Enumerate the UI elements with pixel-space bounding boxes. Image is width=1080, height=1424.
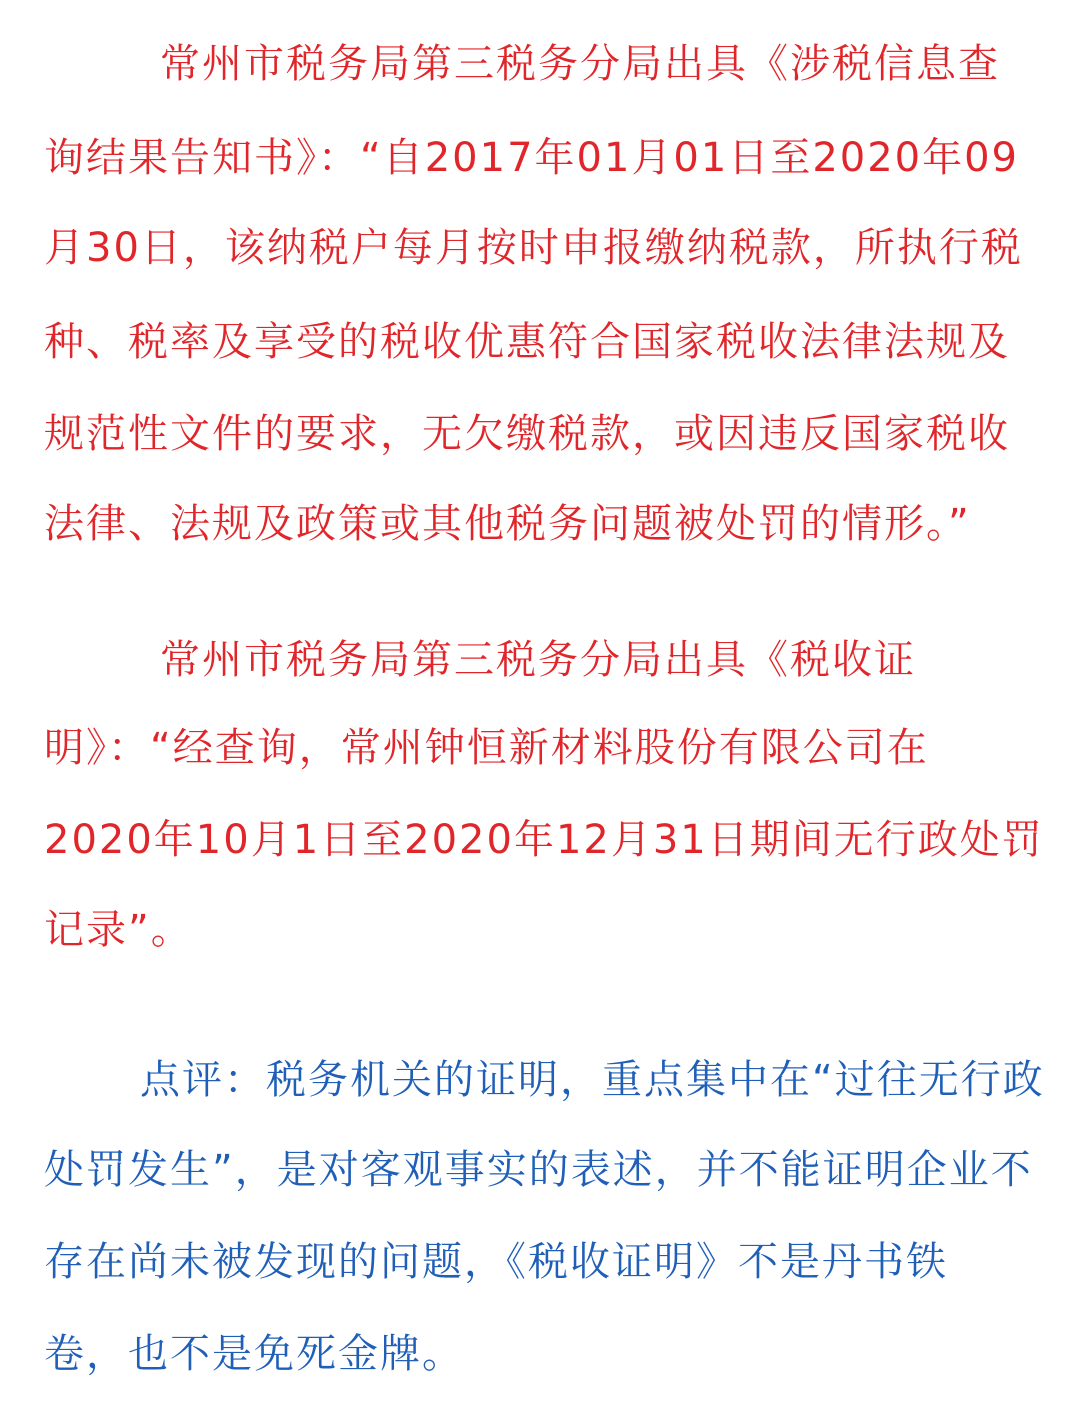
text-line: 点评：税务机关的证明，重点集中在“过往无行政 (140, 1057, 1045, 1103)
text-line: 询结果告知书》：“自2017年01月01日至2020年09 (44, 135, 1020, 181)
text-line: 常州市税务局第三税务分局出具《税收证 (160, 637, 916, 683)
text-line: 法律、法规及政策或其他税务问题被处罚的情形。” (44, 501, 971, 547)
text-line: 卷，也不是免死金牌。 (44, 1331, 464, 1377)
text-line: 常州市税务局第三税务分局出具《涉税信息查 (160, 41, 1000, 87)
text-line: 规范性文件的要求，无欠缴税款，或因违反国家税收 (44, 411, 1010, 457)
text-line: 种、税率及享受的税收优惠符合国家税收法律法规及 (44, 319, 1010, 365)
text-line: 2020年10月1日至2020年12月31日期间无行政处罚 (44, 817, 1044, 863)
text-line: 存在尚未被发现的问题，《税收证明》不是丹书铁 (44, 1239, 948, 1285)
text-line: 处罚发生”，是对客观事实的表述，并不能证明企业不 (44, 1147, 1033, 1193)
text-line: 月30日，该纳税户每月按时申报缴纳税款，所执行税 (44, 225, 1023, 271)
text-line: 记录”。 (44, 907, 193, 953)
text-line: 明》：“经查询，常州钟恒新材料股份有限公司在 (44, 725, 929, 771)
